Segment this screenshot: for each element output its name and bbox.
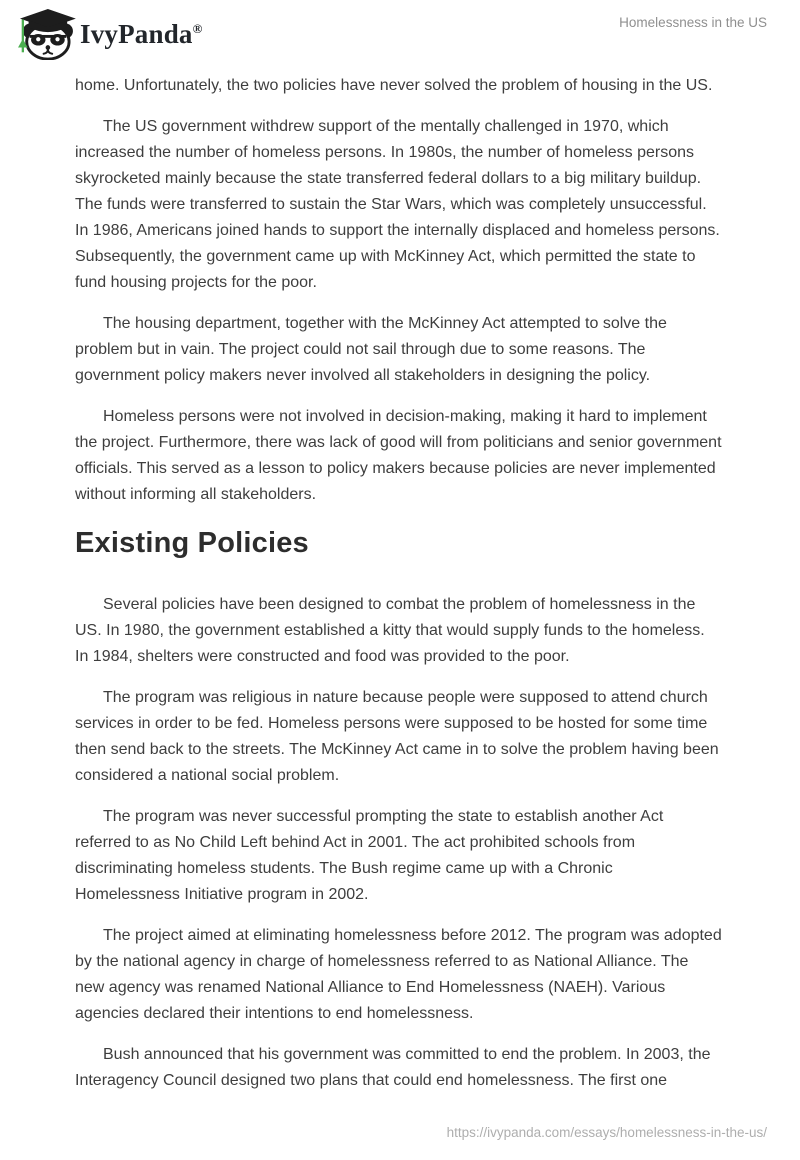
essay-content [75, 73, 722, 1109]
essay-paragraph: The project aimed at eliminating homelessness before 2012. The program was adopted by the national agency in charge of homelessness referred to as National Alliance. The new agency was renamed National Alliance to End Homelessness (NAEH). Various agencies declared their intentions to end homelessness. [75, 927, 722, 1022]
document-title: Homelessness in the US [619, 15, 767, 30]
essay-paragraph: The program was religious in nature because people were supposed to attend church services in order to be fed. Homeless persons were supposed to be hosted for some time then send back to the streets. The McKinney Act came in to solve the problem having been considered a national social problem. [75, 689, 719, 784]
brand-name [80, 8, 203, 60]
page-header [0, 0, 800, 64]
essay-paragraph: The US government withdrew support of the mentally challenged in 1970, which increased the number of homeless persons. In 1980s, the number of homeless persons skyrocketed mainly because the state transferred federal dollars to a big military buildup. The funds were transferred to sustain the Star Wars, which was completely unsuccessful. In 1986, Americans joined hands to support the internally displaced and homeless persons. Subsequently, the government came up with McKinney Act, which permitted the state to fund housing projects for the poor. [75, 118, 720, 291]
essay-paragraph: The program was never successful prompting the state to establish another Act referred to as No Child Left behind Act in 2001. The act prohibited schools from discriminating homeless students. The Bush regime came up with a Chronic Homelessness Initiative program in 2002. [75, 808, 664, 903]
essay-paragraph: Bush announced that his government was committed to end the problem. In 2003, the Interagency Council designed two plans that could end homelessness. The first one [75, 1046, 711, 1089]
brand-name-text: IvyPanda [80, 19, 193, 49]
page-footer [447, 1124, 767, 1142]
panda-graduate-icon [14, 8, 76, 60]
essay-paragraph: The housing department, together with the McKinney Act attempted to solve the problem but in vain. The project could not sail through due to some reasons. The government policy makers never involved all stakeholders in designing the policy. [75, 315, 667, 384]
section-heading-existing-policies: Existing Policies [75, 527, 309, 559]
essay-paragraph: Several policies have been designed to combat the problem of homelessness in the US. In 1980, the government established a kitty that would supply funds to the homeless. In 1984, shelters were constructed and food was provided to the poor. [75, 596, 705, 665]
essay-paragraph: home. Unfortunately, the two policies have never solved the problem of housing in the US. [75, 77, 713, 94]
ivypanda-logo [14, 8, 203, 60]
essay-paragraph: Homeless persons were not involved in decision-making, making it hard to implement the project. Furthermore, there was lack of good will from politicians and senior government officials. This served as a lesson to policy makers because policies are never implemented without informing all stakeholders. [75, 408, 722, 503]
source-url: https://ivypanda.com/essays/homelessness-in-the-us/ [446, 1125, 767, 1140]
registered-trademark: ® [192, 21, 203, 36]
